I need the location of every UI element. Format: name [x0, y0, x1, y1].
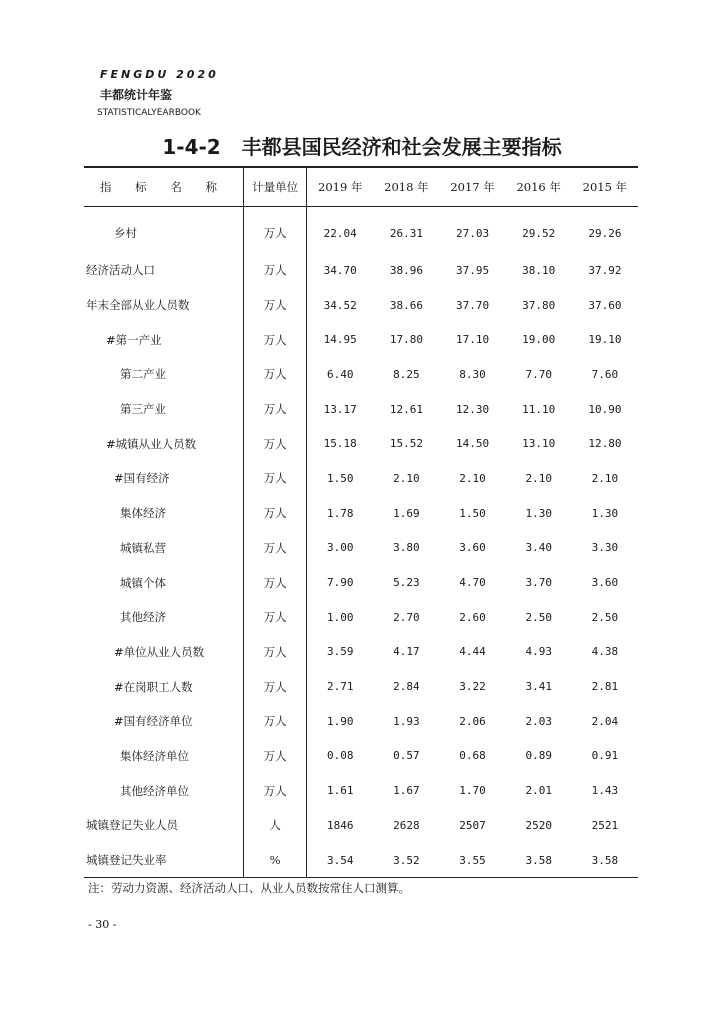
- unit-cell: 人: [244, 808, 307, 843]
- value-cell: 2.03: [525, 714, 552, 728]
- value-cell: 3.54: [307, 843, 374, 878]
- yearbook-english-title: FENGDU 2020: [100, 68, 219, 81]
- value-cell: 8.25: [393, 367, 420, 381]
- value-cell: 2.10: [591, 471, 619, 485]
- value-cell: 4.44: [459, 645, 486, 659]
- value-cell: 1.90: [326, 714, 354, 728]
- table-row: [84, 808, 638, 843]
- value-cell: 4.38: [591, 645, 619, 659]
- value-cell: 2.06: [459, 714, 486, 728]
- indicator-name-cell: #第一产业: [84, 322, 244, 357]
- value-cell: 29.26: [588, 226, 622, 240]
- value-cell: 34.52: [323, 298, 357, 312]
- unit-cell: 万人: [244, 635, 307, 670]
- indicator-name-cell: 年末全部从业人员数: [84, 288, 244, 323]
- value-cell: 13.10: [522, 437, 556, 451]
- indicator-name-cell: 第三产业: [84, 392, 244, 427]
- value-cell: 0.91: [591, 749, 619, 763]
- value-cell: 22.04: [323, 226, 357, 240]
- unit-cell: 万人: [244, 392, 307, 427]
- value-cell: 3.22: [459, 680, 486, 694]
- value-cell: 7.90: [326, 576, 354, 590]
- unit-cell: 万人: [244, 669, 307, 704]
- value-cell: 12.61: [389, 402, 423, 416]
- indicator-name-cell: 集体经济单位: [84, 739, 244, 774]
- value-cell: 2.04: [591, 714, 619, 728]
- indicator-name-cell: #国有经济: [84, 461, 244, 496]
- table-row: [84, 392, 638, 427]
- value-cell: 13.17: [323, 402, 357, 416]
- value-cell: 2520: [525, 818, 552, 832]
- value-cell: 3.40: [525, 541, 552, 555]
- value-cell: 17.10: [455, 333, 490, 347]
- unit-cell: 万人: [244, 253, 307, 288]
- unit-cell: 万人: [244, 600, 307, 635]
- value-cell: 1.78: [326, 506, 354, 520]
- indicator-name-cell: 城镇个体: [84, 565, 244, 600]
- table-row: [84, 739, 638, 774]
- value-cell: 1.69: [393, 506, 420, 520]
- indicator-name-cell: 集体经济: [84, 496, 244, 531]
- value-cell: 3.30: [591, 541, 619, 555]
- yearbook-subtitle: STATISTICALYEARBOOK: [97, 108, 201, 118]
- footnote: 注：劳动力资源、经济活动人口、从业人员数按常住人口测算。: [88, 881, 410, 895]
- value-cell: 1846: [326, 818, 354, 832]
- value-cell: 5.23: [393, 576, 420, 590]
- table-row: [84, 565, 638, 600]
- value-cell: 7.70: [525, 367, 552, 381]
- unit-cell: 万人: [244, 773, 307, 808]
- unit-cell: 万人: [244, 739, 307, 774]
- indicator-name-cell: 乡村: [84, 207, 244, 254]
- value-cell: 37.60: [588, 298, 622, 312]
- value-cell: 3.41: [525, 680, 552, 694]
- value-cell: 3.60: [459, 541, 486, 555]
- indicators-table: [84, 166, 638, 878]
- header-2016: 2016 年: [506, 167, 572, 207]
- table-row: [84, 773, 638, 808]
- yearbook-chinese-title: 丰都统计年鉴: [100, 88, 173, 102]
- value-cell: 37.92: [588, 263, 622, 277]
- indicator-name-cell: #国有经济单位: [84, 704, 244, 739]
- table-row: [84, 669, 638, 704]
- value-cell: 14.50: [455, 437, 490, 451]
- value-cell: 38.66: [389, 298, 423, 312]
- value-cell: 17.80: [389, 333, 423, 347]
- value-cell: 3.00: [326, 541, 354, 555]
- value-cell: 4.17: [393, 645, 420, 659]
- table-row: [84, 322, 638, 357]
- value-cell: 0.08: [326, 749, 354, 763]
- value-cell: 1.50: [326, 471, 354, 485]
- value-cell: 15.18: [323, 437, 357, 451]
- indicator-name-cell: 其他经济: [84, 600, 244, 635]
- value-cell: 1.61: [326, 784, 354, 798]
- value-cell: 19.10: [588, 333, 622, 347]
- header-unit: 计量单位: [244, 167, 307, 207]
- value-cell: 2.10: [525, 471, 552, 485]
- indicator-name-cell: 城镇私营: [84, 531, 244, 566]
- value-cell: 2521: [591, 818, 619, 832]
- page-number: - 30 -: [88, 918, 117, 931]
- table-row: [84, 426, 638, 461]
- value-cell: 34.70: [323, 263, 357, 277]
- value-cell: 1.00: [326, 610, 354, 624]
- unit-cell: 万人: [244, 496, 307, 531]
- value-cell: 12.80: [588, 437, 622, 451]
- value-cell: 2.10: [393, 471, 420, 485]
- value-cell: 29.52: [522, 226, 556, 240]
- value-cell: 27.03: [455, 226, 490, 240]
- unit-cell: 万人: [244, 288, 307, 323]
- value-cell: 37.80: [522, 298, 556, 312]
- value-cell: 7.60: [591, 367, 619, 381]
- table-row: [84, 843, 638, 878]
- header-indicator-name: 指 标 名 称: [84, 167, 244, 207]
- table-header-row: [84, 167, 638, 207]
- table-row: [84, 461, 638, 496]
- value-cell: 38.10: [522, 263, 556, 277]
- value-cell: 2.10: [459, 471, 486, 485]
- value-cell: 3.60: [591, 576, 619, 590]
- value-cell: 2507: [459, 818, 486, 832]
- value-cell: 3.59: [326, 645, 354, 659]
- header-2019: 2019 年: [307, 167, 374, 207]
- unit-cell: 万人: [244, 207, 307, 254]
- value-cell: 0.68: [459, 749, 486, 763]
- table-row: [84, 531, 638, 566]
- unit-cell: 万人: [244, 322, 307, 357]
- value-cell: 12.30: [455, 402, 490, 416]
- value-cell: 2.50: [591, 610, 619, 624]
- value-cell: 2.70: [393, 610, 420, 624]
- value-cell: 1.93: [393, 714, 420, 728]
- table-row: [84, 207, 638, 254]
- value-cell: 2.81: [591, 680, 619, 694]
- value-cell: 8.30: [459, 367, 486, 381]
- value-cell: 3.70: [525, 576, 552, 590]
- header-2015: 2015 年: [572, 167, 638, 207]
- value-cell: 38.96: [389, 263, 423, 277]
- value-cell: 14.95: [323, 333, 357, 347]
- unit-cell: %: [244, 843, 307, 878]
- value-cell: 37.70: [455, 298, 490, 312]
- table-row: [84, 357, 638, 392]
- unit-cell: 万人: [244, 461, 307, 496]
- indicator-name-cell: 城镇登记失业人员: [84, 808, 244, 843]
- unit-cell: 万人: [244, 704, 307, 739]
- value-cell: 2.71: [326, 680, 354, 694]
- value-cell: 2.60: [459, 610, 486, 624]
- indicator-name-cell: #在岗职工人数: [84, 669, 244, 704]
- indicator-name-cell: 城镇登记失业率: [84, 843, 244, 878]
- unit-cell: 万人: [244, 357, 307, 392]
- value-cell: 2.01: [525, 784, 552, 798]
- value-cell: 3.55: [439, 843, 505, 878]
- table-row: [84, 635, 638, 670]
- value-cell: 26.31: [389, 226, 423, 240]
- value-cell: 4.70: [459, 576, 486, 590]
- value-cell: 1.30: [591, 506, 619, 520]
- value-cell: 10.90: [588, 402, 622, 416]
- value-cell: 37.95: [455, 263, 490, 277]
- value-cell: 1.43: [591, 784, 619, 798]
- table-row: [84, 288, 638, 323]
- indicator-name-cell: #城镇从业人员数: [84, 426, 244, 461]
- value-cell: 1.67: [393, 784, 420, 798]
- unit-cell: 万人: [244, 531, 307, 566]
- value-cell: 1.70: [459, 784, 486, 798]
- value-cell: 3.80: [393, 541, 420, 555]
- value-cell: 11.10: [522, 402, 556, 416]
- table-row: [84, 253, 638, 288]
- value-cell: 2.84: [393, 680, 420, 694]
- indicator-name-cell: 第二产业: [84, 357, 244, 392]
- value-cell: 1.50: [459, 506, 486, 520]
- value-cell: 0.89: [525, 749, 552, 763]
- value-cell: 1.30: [525, 506, 552, 520]
- value-cell: 6.40: [326, 367, 354, 381]
- value-cell: 4.93: [525, 645, 552, 659]
- table-row: [84, 600, 638, 635]
- value-cell: 2628: [393, 818, 420, 832]
- table-body: [84, 207, 638, 878]
- indicator-name-cell: 经济活动人口: [84, 253, 244, 288]
- table-row: [84, 496, 638, 531]
- value-cell: 15.52: [389, 437, 423, 451]
- unit-cell: 万人: [244, 565, 307, 600]
- value-cell: 2.50: [525, 610, 552, 624]
- header-2018: 2018 年: [373, 167, 439, 207]
- header-2017: 2017 年: [439, 167, 505, 207]
- value-cell: 3.58: [506, 843, 572, 878]
- value-cell: 19.00: [522, 333, 556, 347]
- value-cell: 0.57: [393, 749, 420, 763]
- page-title: 1-4-2 丰都县国民经济和社会发展主要指标: [162, 135, 562, 159]
- value-cell: 3.58: [572, 843, 638, 878]
- unit-cell: 万人: [244, 426, 307, 461]
- indicator-name-cell: #单位从业人员数: [84, 635, 244, 670]
- value-cell: 3.52: [373, 843, 439, 878]
- table-row: [84, 704, 638, 739]
- indicator-name-cell: 其他经济单位: [84, 773, 244, 808]
